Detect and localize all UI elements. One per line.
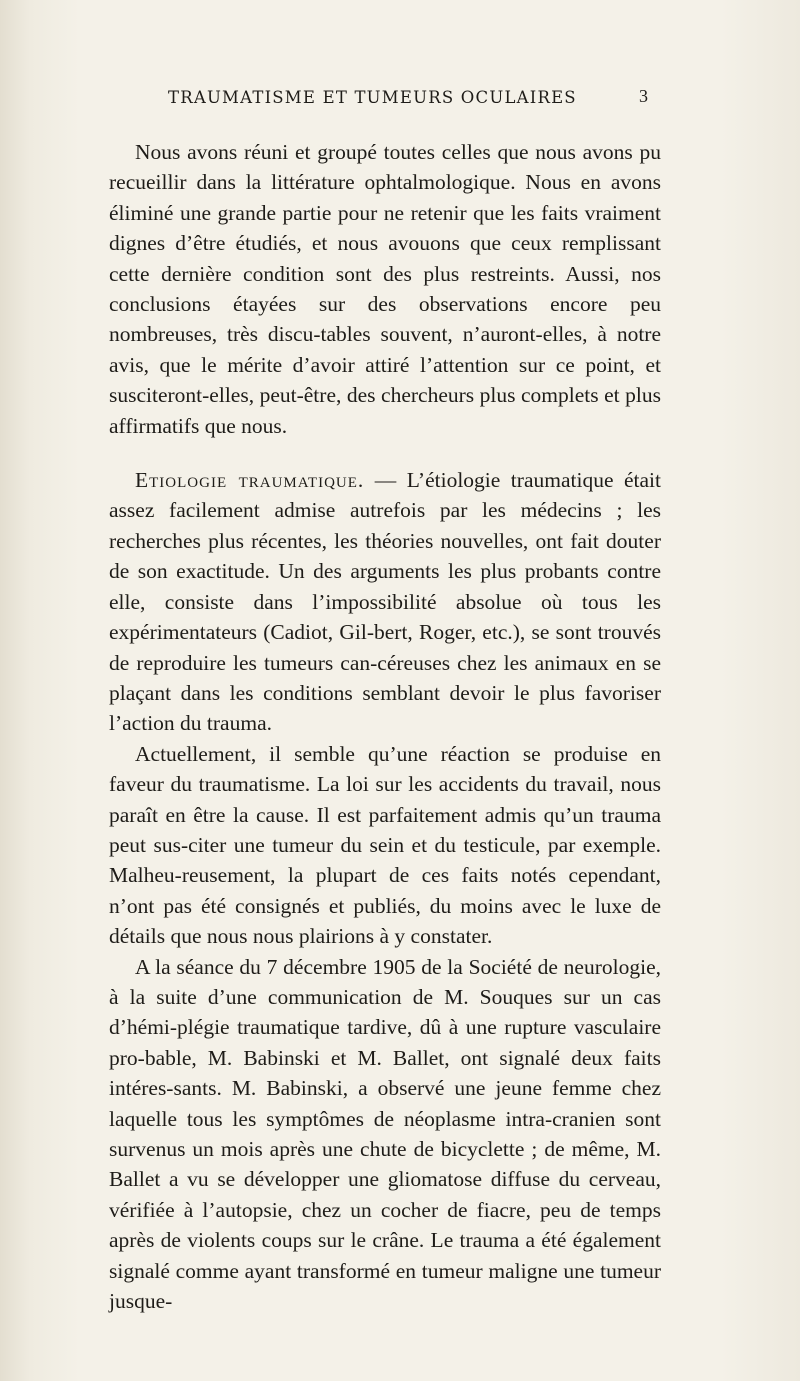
paragraph-etiologie (109, 465, 661, 739)
paragraph-seance (109, 952, 661, 1317)
page-number: 3 (639, 86, 648, 106)
body-text (109, 137, 661, 1316)
paragraph-actuellement (109, 739, 661, 952)
paragraph-seance-text: A la séance du 7 décembre 1905 de la Société de neurologie, à la suite d’une communication de M. Souques sur un cas d’hémi-plégie traumatique tardive, dû à une rupture vasculaire pro-bable, M. Babinski et M. Ballet, ont signalé deux faits intéres-sants. M. Babinski, a observé une jeune femme chez laquelle tous les symptômes de néoplasme intra-cranien sont survenus un mois après une chute de bicyclette ; de même, M. Ballet a vu se développer une gliomatose diffuse du cerveau, vérifiée à l’autopsie, chez un cocher de fiacre, peu de temps après de violents coups sur le crâne. Le trauma a été également signalé comme ayant transformé en tumeur maligne une tumeur jusque- (109, 954, 661, 1314)
paragraph-intro (109, 137, 661, 441)
section-heading-etiologie: Etiologie traumatique. (135, 468, 365, 493)
paragraph-actuellement-text: Actuellement, il semble qu’une réaction se produise en faveur du traumatisme. La loi sur les accidents du travail, nous paraît en être la cause. Il est parfaitement admis qu’un trauma peut sus-citer une tumeur du sein et du testicule, par exemple. Malheu-reusement, la plupart de ces faits notés cependant, n’ont pas été consignés et publiés, du moins avec le luxe de détails que nous nous plairions à y constater. (109, 741, 661, 949)
paragraph-intro-text: Nous avons réuni et groupé toutes celles que nous avons pu recueillir dans la littérature ophtalmologique. Nous en avons éliminé une grande partie pour ne retenir que les faits vraiment dignes d’être étudiés, et nous avouons que ceux remplissant cette dernière condition sont des plus restreints. Aussi, nos conclusions étayées sur des observations encore peu nombreuses, très discu-tables souvent, n’auront-elles, à notre avis, que le mérite d’avoir attiré l’attention sur ce point, et susciteront-elles, peut-être, des chercheurs plus complets et plus affirmatifs que nous. (109, 140, 661, 438)
paragraph-etiologie-text: — L’étiologie traumatique était assez facilement admise autrefois par les médecins ; les recherches plus récentes, les théories nouvelles, ont fait douter de son exactitude. Un des arguments les plus probants contre elle, consiste dans l’impossibilité absolue où tous les expérimentateurs (Cadiot, Gil-bert, Roger, etc.), se sont trouvés de reproduire les tumeurs can-céreuses chez les animaux en se plaçant dans les conditions semblant devoir le plus favoriser l’action du trauma. (109, 468, 661, 736)
running-header: TRAUMATISME ET TUMEURS OCULAIRES (168, 88, 577, 107)
